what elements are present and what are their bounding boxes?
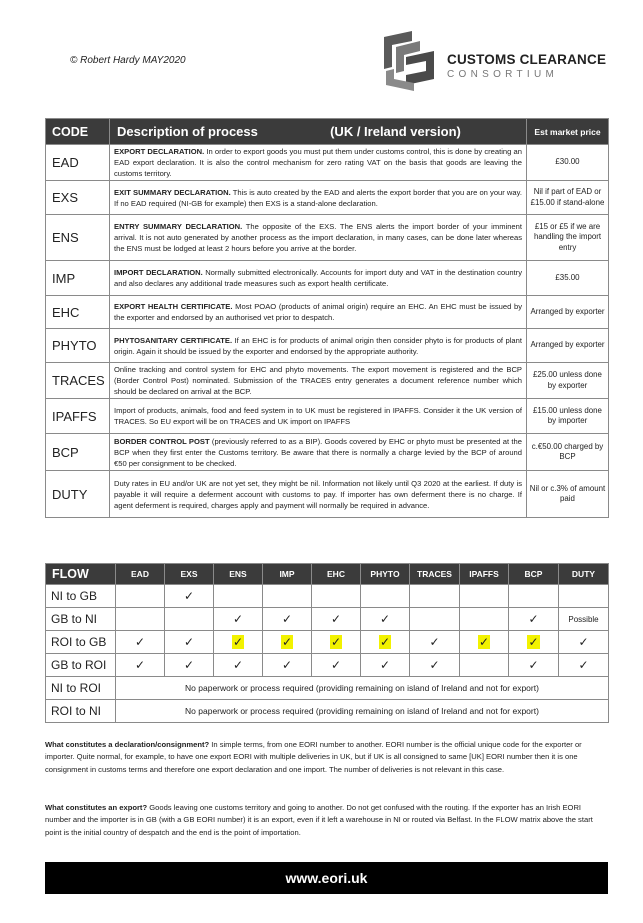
process-text: Import of products, animals, food and feed system in to UK must be registered in IPAFFS. Consider it the UK version of TRACES. So EU export will be on TRACES and UK import on IPAFFS: [114, 406, 522, 426]
process-code: IMP: [46, 261, 110, 296]
footer-url[interactable]: www.eori.uk: [45, 862, 608, 894]
process-price: c.€50.00 charged by BCP: [527, 434, 609, 471]
flow-cell-note: Possible: [559, 608, 609, 631]
flow-cell: [263, 608, 312, 631]
process-description: [110, 329, 527, 363]
process-title: ENTRY SUMMARY DECLARATION.: [114, 222, 243, 231]
process-code: ENS: [46, 215, 110, 261]
process-price: Nil or c.3% of amount paid: [527, 471, 609, 518]
flow-cell: [509, 654, 559, 677]
process-code: DUTY: [46, 471, 110, 518]
process-code: TRACES: [46, 363, 110, 399]
process-description: [110, 145, 527, 181]
process-row: [46, 329, 609, 363]
process-title: IMPORT DECLARATION.: [114, 268, 203, 277]
flow-cell: [410, 631, 460, 654]
process-row: [46, 296, 609, 329]
process-price: Nil if part of EAD or £15.00 if stand-alone: [527, 181, 609, 215]
flow-header-cell: EXS: [165, 564, 214, 585]
note-declaration-question: What constitutes a declaration/consignment?: [45, 740, 210, 749]
process-title: BORDER CONTROL POST: [114, 436, 210, 446]
process-code: EHC: [46, 296, 110, 329]
header-price: Est market price: [527, 119, 609, 145]
process-row: [46, 215, 609, 261]
brand-line2: CONSORTIUM: [447, 69, 559, 80]
process-price: Arranged by exporter: [527, 329, 609, 363]
check-icon: ✓: [379, 612, 391, 626]
flow-cell-empty: [214, 585, 263, 608]
process-description: [110, 296, 527, 329]
flow-cell: [559, 631, 609, 654]
flow-cell: [263, 654, 312, 677]
check-icon: ✓: [330, 635, 342, 649]
check-icon: ✓: [281, 658, 293, 672]
flow-cell-empty: [410, 585, 460, 608]
check-icon: ✓: [528, 635, 539, 649]
flow-header-cell: IPAFFS: [460, 564, 509, 585]
flow-route-label: NI to GB: [46, 585, 116, 608]
flow-row: [46, 677, 609, 700]
flow-cell-empty: [116, 608, 165, 631]
flow-route-label: ROI to GB: [46, 631, 116, 654]
process-text: This is auto created by the EAD and alerts the export border that you are on your way. If no EAD required (NI-GB for example) then EXS is a stand-alone declaration.: [114, 187, 522, 208]
check-icon: ✓: [330, 658, 342, 672]
flow-cell: [214, 631, 263, 654]
flow-route-label: GB to ROI: [46, 654, 116, 677]
flow-cell: [116, 631, 165, 654]
process-code: BCP: [46, 434, 110, 471]
process-row: [46, 261, 609, 296]
process-price: £15.00 unless done by importer: [527, 399, 609, 434]
flow-cell: [214, 608, 263, 631]
flow-span-note: No paperwork or process required (providing remaining on island of Ireland and not for export): [116, 700, 609, 723]
process-price: £30.00: [527, 145, 609, 181]
flow-cell-empty: [410, 608, 460, 631]
check-icon: ✓: [528, 658, 539, 672]
flow-span-note: No paperwork or process required (providing remaining on island of Ireland and not for export): [116, 677, 609, 700]
flow-cell: [312, 608, 361, 631]
brand-line1: CUSTOMS CLEARANCE: [447, 52, 607, 67]
flow-cell: [165, 631, 214, 654]
flow-header-cell: FLOW: [46, 564, 116, 585]
flow-header-cell: IMP: [263, 564, 312, 585]
process-description: [110, 363, 527, 399]
flow-header-cell: ENS: [214, 564, 263, 585]
flow-cell-empty: [165, 608, 214, 631]
flow-route-label: ROI to NI: [46, 700, 116, 723]
flow-cell: [361, 631, 410, 654]
flow-cell-empty: [460, 608, 509, 631]
header-code: CODE: [46, 119, 110, 145]
process-price: Arranged by exporter: [527, 296, 609, 329]
process-text: Most POAO (products of animal origin) require an EHC. An EHC must be issued by the exporter and endorsed by an authorised vet prior to despatch.: [114, 302, 523, 322]
check-icon: ✓: [232, 658, 244, 672]
brand-name: [447, 52, 606, 80]
process-row: [46, 181, 609, 215]
flow-header-cell: EAD: [116, 564, 165, 585]
flow-cell: [312, 631, 361, 654]
flow-matrix-header: [46, 564, 609, 585]
flow-cell: [165, 654, 214, 677]
process-code: IPAFFS: [46, 399, 110, 434]
flow-row: [46, 608, 609, 631]
process-table: [45, 118, 609, 518]
process-title: PHYTOSANITARY CERTIFICATE.: [114, 335, 233, 345]
flow-cell-empty: [116, 585, 165, 608]
check-icon: ✓: [429, 635, 440, 649]
flow-cell: [361, 654, 410, 677]
flow-cell-empty: [460, 585, 509, 608]
flow-cell: [410, 654, 460, 677]
check-icon: ✓: [134, 658, 146, 672]
flow-cell-empty: [263, 585, 312, 608]
flow-cell: [361, 608, 410, 631]
copyright-text: © Robert Hardy MAY2020: [70, 55, 186, 66]
process-text: If an EHC is for products of animal origin then consider phyto is for products of plant origin. Again it should be issued by the exporter and endorsed by the appropriate authority.: [114, 335, 522, 356]
check-icon: ✓: [528, 612, 539, 626]
check-icon: ✓: [281, 612, 293, 626]
process-price: £35.00: [527, 261, 609, 296]
note-export: [45, 802, 608, 839]
flow-row: [46, 700, 609, 723]
flow-cell: [312, 654, 361, 677]
consortium-logo-icon: [376, 31, 442, 91]
flow-cell: [460, 631, 509, 654]
flow-cell: [165, 585, 214, 608]
flow-row: [46, 654, 609, 677]
check-icon: ✓: [578, 635, 589, 649]
flow-cell: [559, 654, 609, 677]
flow-matrix: [45, 563, 609, 723]
process-text: Duty rates in EU and/or UK are not yet set, they might be nil. Information not likely until Q3 2020 at the earliest. If duty is payable it will require a deferment account with customs to pay. If importer has own deferment there is no charge. If agent deferment is required, charges apply and payment will normally be required in advance.: [114, 478, 522, 510]
check-icon: ✓: [134, 635, 146, 649]
flow-cell-empty: [559, 585, 609, 608]
flow-header-cell: PHYTO: [361, 564, 410, 585]
process-description: [110, 434, 527, 471]
flow-cell-empty: [509, 585, 559, 608]
flow-cell: [116, 654, 165, 677]
flow-row: [46, 585, 609, 608]
check-icon: ✓: [183, 589, 195, 603]
process-description: [110, 261, 527, 296]
flow-route-label: NI to ROI: [46, 677, 116, 700]
process-price: £25.00 unless done by exporter: [527, 363, 609, 399]
process-description: [110, 471, 527, 518]
process-text: Online tracking and control system for EHC and phyto movements. The export movement is registered and the BCP (Border Control Post) nominated. Submission of the TRACES entry generates a document reference number which should be declared on arrival at the BCP.: [114, 365, 522, 396]
process-row: [46, 399, 609, 434]
flow-cell-empty: [312, 585, 361, 608]
flow-row: [46, 631, 609, 654]
process-table-header: [46, 119, 609, 145]
check-icon: ✓: [478, 635, 490, 649]
check-icon: ✓: [578, 658, 589, 672]
process-row: [46, 471, 609, 518]
flow-cell-empty: [361, 585, 410, 608]
process-description: [110, 399, 527, 434]
process-title: EXPORT DECLARATION.: [114, 147, 205, 156]
process-description: [110, 181, 527, 215]
flow-cell: [263, 631, 312, 654]
check-icon: ✓: [281, 635, 293, 649]
note-declaration-answer: In simple terms, from one EORI number to another. EORI number is the official unique code for the exporter or importer. Quite normal, for example, to have one export EORI with multiple deliveries in UK, but if UK is all consigned to same [UK] EORI number then it is one consignment in customs terms and therefore one export declaration and one import. The number of deliveries is not relevant in this case.: [45, 740, 582, 774]
process-code: PHYTO: [46, 329, 110, 363]
process-title: EXIT SUMMARY DECLARATION.: [114, 187, 231, 197]
process-text: In order to export goods you must put them under customs control, this is done by creating an EAD export declaration. It is also the control mechanism for zero rating VAT on the basis that goods are leaving the customs territory.: [114, 147, 522, 178]
flow-cell: [214, 654, 263, 677]
process-row: [46, 434, 609, 471]
flow-header-cell: TRACES: [410, 564, 460, 585]
check-icon: ✓: [330, 612, 342, 626]
process-code: EXS: [46, 181, 110, 215]
check-icon: ✓: [232, 612, 244, 626]
process-price: £15 or £5 if we are handling the import entry: [527, 215, 609, 261]
process-title: EXPORT HEALTH CERTIFICATE.: [114, 302, 233, 311]
flow-cell-empty: [460, 654, 509, 677]
process-text: Normally submitted electronically. Accounts for import duty and VAT in the destination country and also declares any additional trade measures such as export health certificate.: [114, 268, 522, 288]
check-icon: ✓: [232, 635, 244, 649]
check-icon: ✓: [379, 658, 391, 672]
flow-header-cell: DUTY: [559, 564, 609, 585]
note-export-answer: Goods leaving one customs territory and going to another. Do not get confused with the routing. If the exporter has an Irish EORI number and the importer is in GB (with a GB EORI number) it is an export, even if it left a warehouse in NI or routed via Belfast. In the FLOW matrix above the start point is the initial country of despatch and the end is the point of importation.: [45, 803, 593, 837]
header-description: Description of process (UK / Ireland version): [110, 119, 527, 145]
note-export-question: What constitutes an export?: [45, 803, 148, 812]
check-icon: ✓: [429, 658, 440, 672]
process-description: [110, 215, 527, 261]
process-row: [46, 363, 609, 399]
flow-cell: [509, 631, 559, 654]
check-icon: ✓: [183, 635, 195, 649]
check-icon: ✓: [183, 658, 195, 672]
process-text: The opposite of the EXS. The ENS alerts the import border of your imminent arrival. It is not auto generated by another process as the import declaration, in many cases, can be done later whereas the ENS must be lodged at least 2 hours before you arrive at the border.: [114, 222, 522, 253]
flow-header-cell: EHC: [312, 564, 361, 585]
process-text: (previously referred to as a BIP). Goods covered by EHC or phyto must be presented at the BCP when they first enter the Customs territory. Be aware that there is normally a charge levied by the BCP of around €50 per consignment to be checked.: [114, 436, 522, 468]
process-code: EAD: [46, 145, 110, 181]
process-row: [46, 145, 609, 181]
flow-route-label: GB to NI: [46, 608, 116, 631]
note-declaration: [45, 739, 608, 776]
flow-cell: [509, 608, 559, 631]
check-icon: ✓: [379, 635, 391, 649]
flow-header-cell: BCP: [509, 564, 559, 585]
